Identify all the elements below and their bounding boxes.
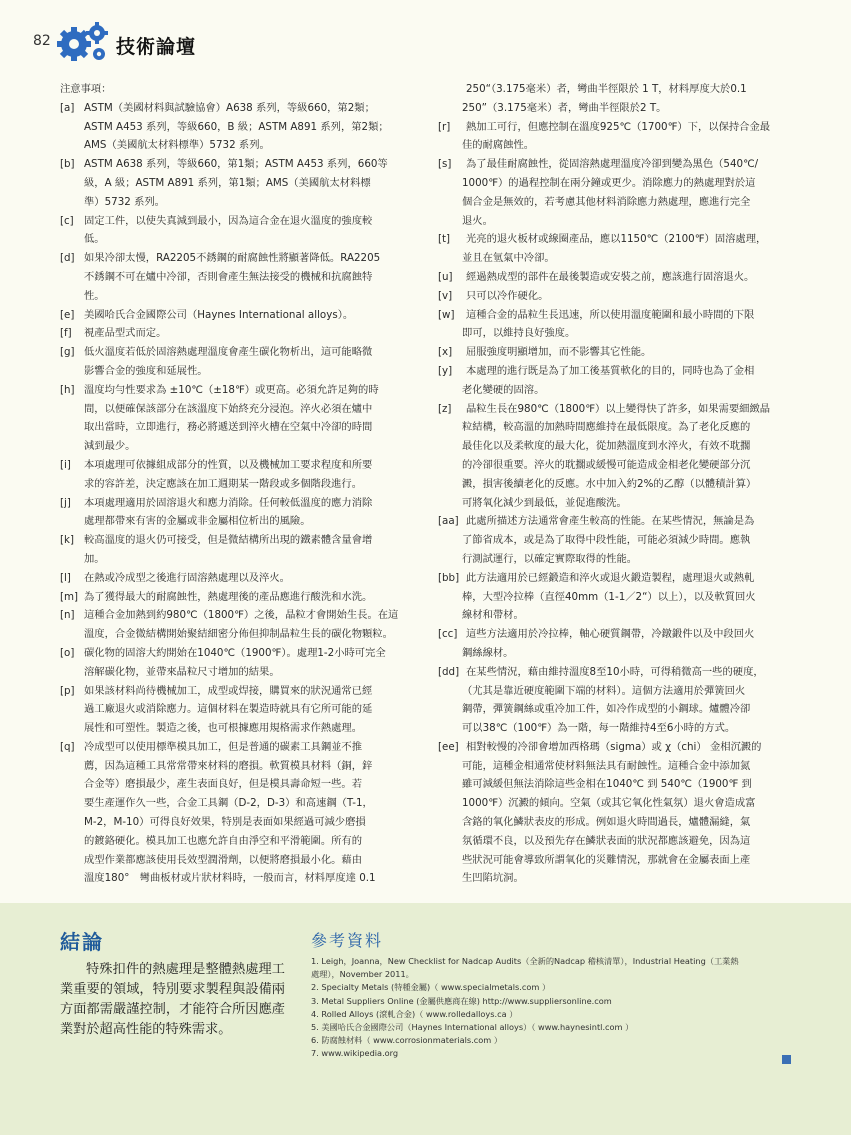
note-label: [d] [60,252,75,265]
note-item [60,738,415,757]
note-item [438,569,796,588]
note-text-line: 本項處理適用於固溶退火和應力消除。任何較低溫度的應力消除 [84,496,373,509]
note-text-line: 本處理的進行既是為了加工後基質軟化的目的，同時也為了金相 [466,364,755,377]
note-text-line: 溶解碳化物，並帶來晶粒尺寸增加的結果。 [84,665,280,678]
note-text-line: 棒，大型冷拉棒（直徑40mm（1-1／2“）以上），以及軟質回火 [462,590,756,603]
note-text-line: 視產品型式而定。 [84,327,167,340]
note-text-line: 線材和帶材。 [462,609,524,622]
reference-item: 2. Specialty Metals (特種金屬)（ www.specialmetals.com ） [311,982,551,993]
note-item [438,80,796,99]
note-item [60,249,415,268]
notes-left-column [60,80,415,888]
note-text-line: 要生產運作久一些，合金工具鋼（D-2，D-3）和高速鋼（T-1， [84,797,373,810]
note-text-line: 性。 [84,289,105,302]
note-text-line: 老化變硬的固溶。 [462,383,545,396]
note-item [60,212,415,231]
note-text-line: 此處所描述方法通常會產生較高的性能。在某些情況，無論是為 [466,515,755,528]
note-text-line: 展性和可塑性。製造之後，也可根據應用規格需求作熱處理。 [84,722,363,735]
reference-item: 1. Leigh，Joanna，New Checklist for Nadcap Audits（全新的Nadcap 稽核清單），Industrial Heating（工業熱 [311,956,739,966]
note-text-line: 這些方法適用於冷拉棒，軸心硬質鋼帶，冷鐓鍛件以及中段回火 [466,628,755,641]
note-text-line: 250“（3.175毫米）者，彎曲半徑限於 1 T，材料厚度大於0.1 [466,83,747,95]
note-item [60,306,415,325]
note-text-line: 求的容許差，決定應該在加工週期某一階段或多個階段進行。 [84,477,363,490]
note-item [438,625,796,644]
note-item [60,456,415,475]
note-text-line: 減到最少。 [84,440,136,453]
note-text-line: 佳的耐腐蝕性。 [462,139,535,152]
note-label: [o] [60,646,75,659]
note-text-line: 1000℉）沉澱的傾向。空氣（或其它氧化性氣氛）退火會造成富 [462,797,756,810]
note-label: [i] [60,458,71,471]
conclusion-title: 結論 [60,930,104,954]
note-item [60,324,415,343]
note-label: [s] [438,158,452,171]
note-text-line: 在某些情況，藉由維持溫度8至10小時，可得稍微高一些的硬度， [466,665,764,678]
reference-item: 4. Rolled Alloys (滾軋合金)（ www.rolledalloys.ca ） [311,1008,518,1019]
reference-item: 處理），November 2011。 [311,969,414,980]
note-label: [r] [438,120,451,133]
note-text-line: 退火。 [462,214,493,227]
section-title: 技術論壇 [116,36,197,58]
note-text-line: （尤其是靠近硬度範圍下端的材料）。這個方法適用於彈簧回火 [462,684,746,697]
note-item [60,155,415,174]
note-text-line: 相對較慢的冷卻會增加西格瑪（sigma）或 χ（chi） 金相沉澱的 [466,740,762,753]
note-text-line: 為了最佳耐腐蝕性，從固溶熱處理溫度冷卻到變為黑色（540℃/ [466,158,759,171]
note-label: [h] [60,383,75,396]
note-text-line: 不銹鋼不可在爐中冷卻，否則會產生無法接受的機械和抗腐蝕特 [84,270,373,283]
note-item [438,155,796,174]
note-text-line: 個合金是無效的，若考慮其他材料消除應力熱處理，應進行完全 [462,195,751,208]
note-text-line: 了節省成本，或是為了取得中段性能，可能必須減少時間。應執 [462,534,751,547]
note-label: [z] [438,402,452,415]
notes-heading: 注意事項： [60,83,112,95]
note-label: [y] [438,364,453,377]
note-text-line: 可能，這種金相通常使材料無法具有耐蝕性。這種合金中添加氮 [462,759,751,772]
note-text-line: 熱加工可行，但應控制在溫度925℃（1700℉）下，以保持合金最 [466,120,771,133]
note-text-line: 只可以冷作硬化。 [466,289,549,302]
note-label: [u] [438,270,453,283]
note-text-line: 鋼絲線材。 [462,646,514,659]
note-text-line: 較高溫度的退火仍可接受，但是微結構所出現的鐵素體含量會增 [84,534,373,547]
note-text-line: 粒結構，較高溫的加熱時間應維持在最低限度。為了老化反應的 [462,421,751,434]
note-item [60,644,415,663]
note-label: [v] [438,289,453,302]
page-number: 82 [33,33,51,49]
note-text-line: 級，A 級；ASTM A891 系列，第1類；AMS（美國航太材料標 [84,176,371,189]
reference-item: 7. www.wikipedia.org [311,1048,399,1059]
note-text-line: 低火溫度若低於固溶熱處理溫度會產生碳化物析出，這可能略微 [84,346,373,359]
note-text-line: 處理都帶來有害的金屬或非金屬相位析出的風險。 [84,515,311,528]
note-label: [p] [60,684,75,697]
note-text-line: 含鉻的氧化鱗狀表皮的形成。例如退火時間過長，爐體漏縫，氣 [462,816,751,829]
reference-item: 5. 美國哈氏合金國際公司（Haynes International alloys）（ www.haynesintl.com ） [311,1022,634,1033]
note-text-line: ASTM（美國材料與試驗協會）A638 系列，等級660，第2類； [84,101,375,114]
note-text-line: 250”（3.175毫米）者，彎曲半徑限於2 T。 [462,101,667,114]
note-label: [l] [60,571,71,584]
note-label: [ee] [438,740,459,753]
note-text-line: ASTM A638 系列，等級660，第1類；ASTM A453 系列，660等 [84,158,388,171]
note-text-line: 成型作業都應該使用長效型潤滑劑，以便將磨損最小化。藉由 [84,853,363,866]
note-text-line: M-2，M-10）可得良好效果，特別是表面如果經過可減少磨損 [84,816,366,829]
note-text-line: 晶粒生長在980℃（1800℉）以上變得快了許多，如果需要細緻晶 [466,402,771,415]
note-text-line: 即可，以維持良好強度。 [462,327,576,340]
note-item [438,362,796,381]
reference-item: 6. 防腐蝕材料（ www.corrosionmaterials.com ） [311,1035,503,1046]
note-text-line: 並且在氫氣中冷卻。 [462,252,555,265]
note-label: [bb] [438,571,460,584]
reference-item: 3. Metal Suppliers Online (金屬供應商在線) http://www.suppliersonline.com [311,995,612,1006]
note-text-line: 光亮的退火板材或線圈產品，應以1150℃（2100℉）固溶處理， [466,233,767,246]
note-item [60,531,415,550]
note-text-line: 屈服強度明顯增加，而不影響其它性能。 [466,346,652,359]
references-list [311,955,798,1061]
note-text-line: 氛循環不良，以及預先存在鱗狀表面的狀況都應該避免，因為這 [462,834,751,847]
note-label: [x] [438,346,453,359]
note-item [438,118,796,137]
note-text-line: 薦，因為這種工具常常帶來材料的磨損。軟質模具材料（銅，鋅 [84,759,373,772]
note-text-line: 雖可減緩但無法消除這些金相在1040℃ 到 540℃（1900℉ 到 [462,778,752,791]
note-item [438,343,796,362]
gears-logo-icon [55,22,115,64]
note-text-line: 此方法適用於已經鍛造和淬火或退火鍛造製程，處理退火或熱軋 [466,571,755,584]
note-text-line: 些狀況可能會導致所謂氧化的災難情況，那就會在金屬表面上產 [462,853,751,866]
note-text-line: 可將氧化減少到最低，並促進酸洗。 [462,496,627,509]
note-item [438,738,796,757]
conclusion-body: 特殊扣件的熱處理是整體熱處理工業重要的領域，特別要求製程與設備兩方面都需嚴謹控制，才能符合所因應產業對於超高性能的特殊需求。 [60,962,285,1037]
page-header [0,0,851,70]
note-label: [k] [60,534,74,547]
note-text-line: 取出當時，立即進行，務必將遞送到淬火槽在空氣中冷卻的時間 [84,421,373,434]
notes-list-right [438,80,796,888]
note-text-line: 溫度，合金微結構開始聚結細密分佈但抑制晶粒生長的碳化物顆粒。 [84,628,393,641]
note-item [438,512,796,531]
note-item [60,569,415,588]
notes-list-left [60,99,415,888]
note-text-line: 如果該材料尚待機械加工，成型或焊接，購買來的狀況通常已經 [84,684,373,697]
note-item [438,306,796,325]
note-text-line: 影響合金的強度和延展性。 [84,364,208,377]
note-text-line: 在熱或冷成型之後進行固溶熱處理以及淬火。 [84,571,290,584]
note-text-line: 準）5732 系列。 [84,195,165,208]
note-label: [b] [60,158,75,171]
note-text-line: 生凹陷坑洞。 [462,872,524,885]
note-text-line: 間，以便確保該部分在該溫度下始終充分浸泡。淬火必須在爐中 [84,402,373,415]
note-text-line: 經過熱成型的部件在最後製造或安裝之前，應該進行固溶退火。 [466,270,755,283]
note-text-line: 美國哈氏合金國際公司（Haynes International alloys）。 [84,308,354,321]
note-text-line: 鋼帶，彈簧鋼絲或重冷加工件，如冷作成型的小鋼球。爐體冷卻 [462,703,751,716]
note-item [60,381,415,400]
note-item [438,230,796,249]
note-text-line: 加。 [84,552,105,565]
note-text-line: ASTM A453 系列，等級660，B 級；ASTM A891 系列，第2類； [84,120,389,133]
note-item [438,287,796,306]
note-text-line: 過工廠退火或消除應力。這個材料在製造時就具有它所可能的延 [84,703,373,716]
note-label: [t] [438,233,451,246]
note-label: [a] [60,101,75,114]
note-label: [aa] [438,515,459,528]
note-label: [f] [60,327,72,340]
note-label: [cc] [438,628,458,641]
note-text-line: 固定工件，以使失真減到最小，因為這合金在退火溫度的強度較 [84,214,373,227]
note-text-line: 這種合金的晶粒生長迅速，所以使用溫度範圍和最小時間的下限 [466,308,755,321]
note-item [60,343,415,362]
note-label: [w] [438,308,455,321]
note-text-line: 的鍍鉻硬化。模具加工也應允許自由淨空和平滑範圍。所有的 [84,834,363,847]
note-label: [n] [60,609,75,622]
note-text-line: 碳化物的固溶大約開始在1040℃（1900℉）。處理1-2小時可完全 [84,646,386,659]
note-text-line: 溫度均勻性要求為 ±10℃（±18℉）或更高。必須允許足夠的時 [84,383,379,396]
note-item [60,606,415,625]
note-label: [dd] [438,665,460,678]
notes-right-column [438,80,796,888]
note-text-line: 最佳化以及柔軟度的最大化，從加熱溫度到水淬火，有效不耽擱 [462,440,751,453]
note-text-line: AMS（美國航太材料標準）5732 系列。 [84,139,270,152]
note-text-line: 冷成型可以使用標準模具加工，但是普通的碳素工具鋼並不推 [84,740,363,753]
note-text-line: 為了獲得最大的耐腐蝕性，熱處理後的產品應進行酸洗和水洗。 [84,590,373,603]
note-label [438,80,466,99]
references-title: 參考資料 [311,931,384,950]
note-text-line: 可以38℃（100℉）為一階，每一階維持4至6小時的方式。 [462,722,736,735]
note-item [438,268,796,287]
note-label: [m] [60,590,79,603]
note-item [60,682,415,701]
note-text-line: 1000℉）的過程控制在兩分鐘或更少。消除應力的熱處理對於這 [462,176,756,189]
note-text-line: 行測試運行，以確定實際取得的性能。 [462,552,638,565]
note-item [60,588,415,607]
note-label: [g] [60,346,75,359]
note-text-line: 本項處理可依據組成部分的性質，以及機械加工要求程度和所要 [84,458,373,471]
note-label: [e] [60,308,75,321]
note-label: [j] [60,496,71,509]
end-square-icon [782,1055,791,1064]
note-text-line: 這種合金加熱到約980℃（1800℉）之後，晶粒才會開始生長。在這 [84,609,399,622]
note-item [438,400,796,419]
note-label: [q] [60,740,75,753]
note-text-line: 的冷卻很重要。淬火的耽擱或緩慢可能造成金相老化變硬部分沉 [462,458,751,471]
note-item [60,494,415,513]
note-item [60,99,415,118]
note-text-line: 澱，損害後續老化的反應。水中加入約2%的乙醇（以體積計算） [462,477,757,490]
note-text-line: 溫度180° 彎曲板材或片狀材料時，一般而言，材料厚度達 0.1 [84,872,376,885]
note-text-line: 低。 [84,233,105,246]
note-item [438,663,796,682]
note-label: [c] [60,214,74,227]
note-text-line: 合金等）磨損最少，產生表面良好，但是模具壽命短一些。若 [84,778,363,791]
note-text-line: 如果冷卻太慢，RA2205不銹鋼的耐腐蝕性將顯著降低。RA2205 [84,252,381,265]
